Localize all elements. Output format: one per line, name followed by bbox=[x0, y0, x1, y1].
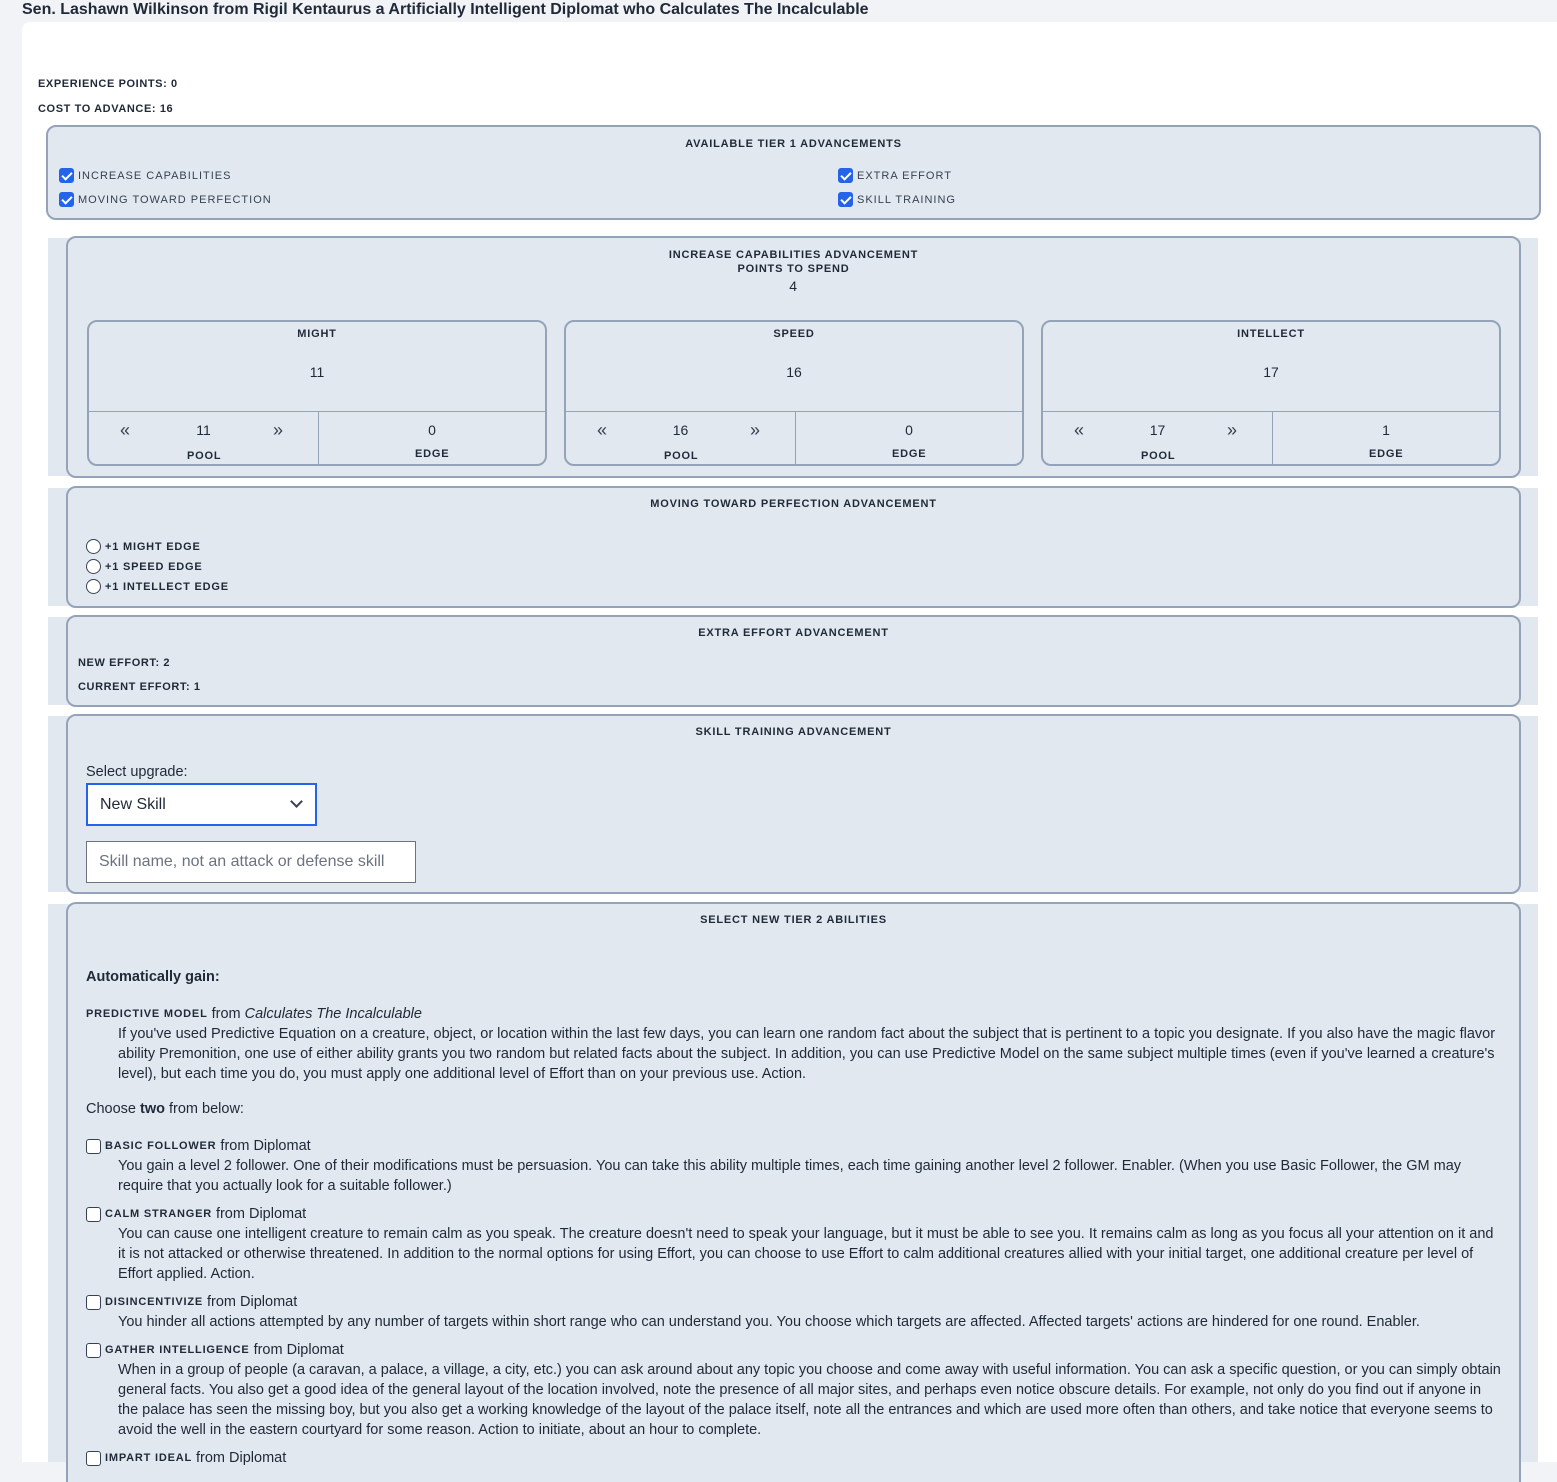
pool-value: 16 bbox=[672, 422, 689, 438]
tier2-title: SELECT NEW TIER 2 ABILITIES bbox=[700, 914, 887, 926]
edge-value: 0 bbox=[428, 422, 436, 438]
ability-gather-intelligence bbox=[86, 1340, 1501, 1440]
ability-name: PREDICTIVE MODEL bbox=[86, 1008, 208, 1020]
radio-speed-edge[interactable] bbox=[86, 559, 203, 574]
capabilities-panel bbox=[66, 236, 1521, 478]
ability-description: You can cause one intelligent creature to remain calm as you speak. The creature doesn't need to speak your language, but it must be able to see you. It remains calm as long as you focus all your attention on it and it is not attacked or otherwise threatened. In addition to the normal options for using Effort, you can choose to use Effort to calm additional creatures allied with your initial target, one additional creature per level of Effort applied. Action. bbox=[118, 1226, 1494, 1282]
ability-source: from Diplomat bbox=[253, 1342, 344, 1358]
ability-from: from bbox=[211, 1006, 241, 1022]
checkbox-checked-icon[interactable] bbox=[838, 192, 853, 207]
ability-name: GATHER INTELLIGENCE bbox=[105, 1344, 250, 1356]
checkbox-skill-training[interactable] bbox=[838, 192, 956, 207]
stat-might bbox=[87, 320, 547, 466]
page-title: Sen. Lashawn Wilkinson from Rigil Kentaurus a Artificially Intelligent Diplomat who Calculates The Incalculable bbox=[22, 1, 869, 18]
ability-name: DISINCENTIVIZE bbox=[105, 1296, 203, 1308]
pool-label: POOL bbox=[1141, 450, 1176, 462]
checkbox-increase-capabilities[interactable] bbox=[59, 168, 231, 183]
ability-source: Calculates The Incalculable bbox=[244, 1006, 422, 1022]
ability-checkbox[interactable] bbox=[86, 1139, 101, 1154]
ability-name: IMPART IDEAL bbox=[105, 1452, 193, 1464]
radio-label: +1 INTELLECT EDGE bbox=[105, 580, 229, 593]
upgrade-select[interactable] bbox=[86, 783, 317, 826]
choose-prefix: Choose bbox=[86, 1101, 141, 1117]
choose-suffix: from below: bbox=[164, 1101, 244, 1117]
increase-pool-icon[interactable]: » bbox=[273, 420, 284, 440]
ability-calm-stranger bbox=[86, 1204, 1501, 1284]
ability-checkbox[interactable] bbox=[86, 1295, 101, 1310]
checkbox-label: EXTRA EFFORT bbox=[857, 169, 952, 182]
increase-pool-icon[interactable]: » bbox=[750, 420, 761, 440]
checkbox-checked-icon[interactable] bbox=[838, 168, 853, 183]
increase-pool-icon[interactable]: » bbox=[1227, 420, 1238, 440]
ability-source: from Diplomat bbox=[215, 1206, 307, 1222]
radio-label: +1 MIGHT EDGE bbox=[105, 540, 201, 553]
radio-label: +1 SPEED EDGE bbox=[105, 560, 203, 573]
edge-label: EDGE bbox=[892, 448, 927, 460]
checkbox-extra-effort[interactable] bbox=[838, 168, 952, 183]
ability-checkbox[interactable] bbox=[86, 1207, 101, 1222]
tier2-panel bbox=[66, 902, 1521, 1482]
skill-name-input[interactable]: Skill name, not an attack or defense skill bbox=[86, 841, 416, 883]
current-effort: CURRENT EFFORT: 1 bbox=[78, 681, 201, 693]
ability-name: BASIC FOLLOWER bbox=[105, 1140, 217, 1152]
chevron-down-icon bbox=[290, 795, 303, 808]
ability-source: from Diplomat bbox=[220, 1138, 311, 1154]
points-to-spend-value: 4 bbox=[789, 278, 798, 294]
checkbox-checked-icon[interactable] bbox=[59, 168, 74, 183]
select-upgrade-label: Select upgrade: bbox=[86, 764, 188, 780]
checkbox-label: SKILL TRAINING bbox=[857, 193, 956, 206]
edge-label: EDGE bbox=[1369, 448, 1404, 460]
pool-value: 17 bbox=[1149, 422, 1166, 438]
perfection-title: MOVING TOWARD PERFECTION ADVANCEMENT bbox=[650, 498, 937, 510]
ability-disincentivize bbox=[86, 1292, 1501, 1332]
new-effort: NEW EFFORT: 2 bbox=[78, 657, 171, 669]
points-to-spend-label: POINTS TO SPEND bbox=[737, 263, 850, 275]
pool-label: POOL bbox=[187, 450, 222, 462]
choose-label bbox=[86, 1101, 244, 1117]
checkbox-label: INCREASE CAPABILITIES bbox=[78, 169, 232, 182]
checkbox-checked-icon[interactable] bbox=[59, 192, 74, 207]
stat-value: 17 bbox=[1263, 364, 1279, 380]
ability-name: CALM STRANGER bbox=[105, 1208, 212, 1220]
choose-count: two bbox=[140, 1101, 165, 1117]
edge-label: EDGE bbox=[415, 448, 450, 460]
stat-name: INTELLECT bbox=[1237, 328, 1305, 340]
experience-points: EXPERIENCE POINTS: 0 bbox=[38, 78, 178, 90]
stat-value: 16 bbox=[786, 364, 802, 380]
checkbox-label: MOVING TOWARD PERFECTION bbox=[78, 193, 272, 206]
pool-label: POOL bbox=[664, 450, 699, 462]
skill-training-panel bbox=[66, 714, 1521, 894]
stat-speed bbox=[564, 320, 1024, 466]
divider bbox=[566, 411, 1022, 412]
auto-ability bbox=[86, 1004, 1501, 1084]
cost-to-advance: COST TO ADVANCE: 16 bbox=[38, 103, 174, 115]
ability-source: from Diplomat bbox=[196, 1450, 287, 1466]
checkbox-moving-toward-perfection[interactable] bbox=[59, 192, 272, 207]
extra-effort-title: EXTRA EFFORT ADVANCEMENT bbox=[698, 627, 889, 639]
ability-impart-ideal bbox=[86, 1448, 1501, 1468]
tier-advancements-panel bbox=[46, 125, 1541, 220]
divider bbox=[1043, 411, 1499, 412]
decrease-pool-icon[interactable]: « bbox=[597, 420, 608, 440]
radio-icon[interactable] bbox=[86, 579, 101, 594]
stat-intellect bbox=[1041, 320, 1501, 466]
edge-value: 0 bbox=[905, 422, 913, 438]
auto-gain-label: Automatically gain: bbox=[86, 969, 220, 985]
radio-icon[interactable] bbox=[86, 559, 101, 574]
skill-training-title: SKILL TRAINING ADVANCEMENT bbox=[695, 726, 892, 738]
decrease-pool-icon[interactable]: « bbox=[1074, 420, 1085, 440]
perfection-panel bbox=[66, 486, 1521, 608]
capabilities-title: INCREASE CAPABILITIES ADVANCEMENT bbox=[668, 249, 919, 261]
upgrade-select-value: New Skill bbox=[100, 796, 166, 813]
stat-value: 11 bbox=[309, 364, 325, 380]
radio-intellect-edge[interactable] bbox=[86, 579, 229, 594]
extra-effort-panel bbox=[66, 615, 1521, 707]
ability-description: You hinder all actions attempted by any number of targets within short range who can understand you. You choose which targets are affected. Affected targets' actions are hindered for one round. Enabler. bbox=[118, 1314, 1420, 1330]
ability-checkbox[interactable] bbox=[86, 1451, 101, 1466]
ability-description: You gain a level 2 follower. One of their modifications must be persuasion. You can take this ability multiple times, each time gaining another level 2 follower. Enabler. (When you use Basic Follower, the GM may require that you actually look for a suitable follower.) bbox=[118, 1158, 1462, 1194]
ability-description: If you've used Predictive Equation on a creature, object, or location within the last few days, you can learn one random fact about the subject that is pertinent to a topic you designate. If you also have the magic flavor ability Premonition, one use of either ability grants you two random but related facts about the subject. In addition, you can use Predictive Model on the same subject multiple times (even if you've learned a creature's level), but each time you do, you must apply one additional level of Effort than on your previous use. Action. bbox=[118, 1026, 1496, 1082]
radio-might-edge[interactable] bbox=[86, 539, 201, 554]
ability-checkbox[interactable] bbox=[86, 1343, 101, 1358]
ability-basic-follower bbox=[86, 1136, 1501, 1196]
stat-name: MIGHT bbox=[297, 328, 337, 340]
tier-advancements-title: AVAILABLE TIER 1 ADVANCEMENTS bbox=[685, 138, 902, 150]
ability-source: from Diplomat bbox=[207, 1294, 298, 1310]
stat-name: SPEED bbox=[773, 328, 815, 340]
edge-value: 1 bbox=[1382, 422, 1390, 438]
ability-description: When in a group of people (a caravan, a palace, a village, a city, etc.) you can ask around about any topic you choose and come away with useful information. You can ask a specific question, or you can simply obtain general facts. You also get a good idea of the general layout of the location involved, note the presence of all major sites, and perhaps even notice obscure details. For example, not only do you find out if anyone in the palace has seen the missing boy, but you also get a working knowledge of the layout of the palace itself, note all the entrances and which are used more often than others, and take notice that everyone seems to avoid the well in the eastern courtyard for some reason. Action to initiate, about an hour to complete. bbox=[118, 1362, 1501, 1438]
divider bbox=[89, 411, 545, 412]
decrease-pool-icon[interactable]: « bbox=[120, 420, 131, 440]
pool-value: 11 bbox=[196, 422, 211, 438]
radio-icon[interactable] bbox=[86, 539, 101, 554]
